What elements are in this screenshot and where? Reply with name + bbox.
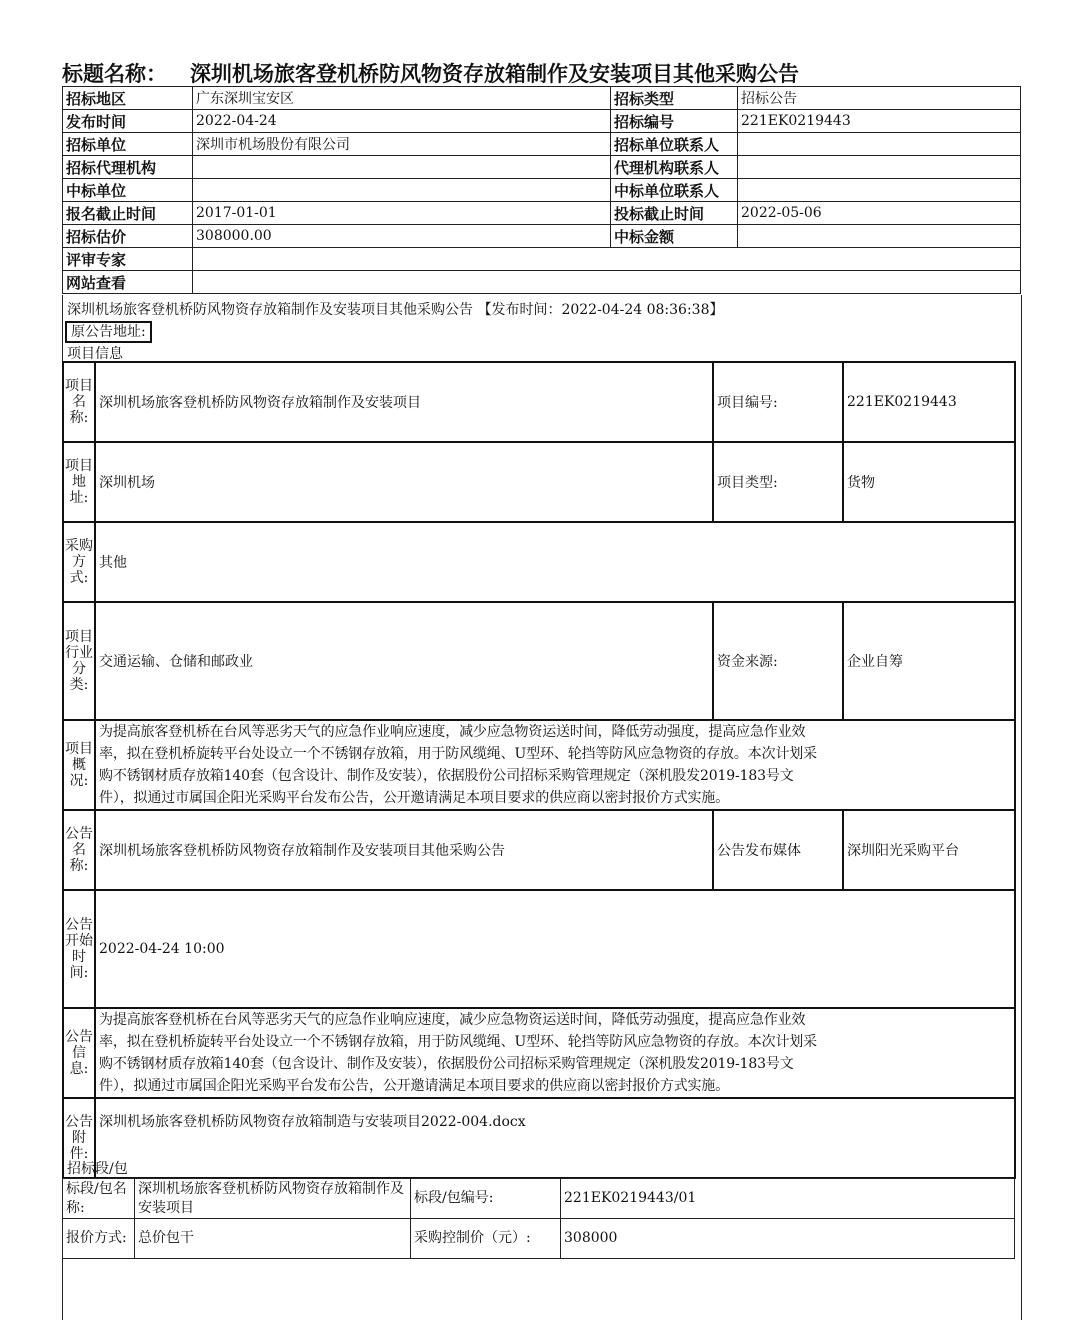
- summary-key: 中标金额: [611, 225, 738, 248]
- original-address-label: 原公告地址:: [65, 321, 152, 343]
- page-title: [62, 58, 799, 88]
- notice-header: 深圳机场旅客登机桥防风物资存放箱制作及安装项目其他采购公告 【发布时间：2022-04-24 08:36:38】: [67, 302, 724, 318]
- row-overview: [63, 720, 1015, 810]
- attachment-link[interactable]: 深圳机场旅客登机桥防风物资存放箱制造与安装项目2022-004.docx: [95, 1098, 1015, 1178]
- summary-key: 代理机构联系人: [611, 156, 738, 179]
- summary-value: 2017-01-01: [193, 202, 611, 225]
- project-info-table: [62, 361, 1016, 1179]
- fund-source-value: 企业自筹: [843, 602, 1015, 720]
- summary-row: [63, 225, 1021, 248]
- project-type-value: 货物: [843, 442, 1015, 522]
- price-limit-key: 采购控制价（元）:: [411, 1219, 561, 1259]
- summary-value: [193, 248, 1021, 271]
- summary-key: 中标单位: [63, 179, 193, 202]
- summary-value: 2022-05-06: [738, 202, 1021, 225]
- industry-value: 交通运输、仓储和邮政业: [95, 602, 713, 720]
- procurement-method-value: 其他: [95, 522, 1015, 602]
- summary-row: [63, 87, 1021, 110]
- row-package-quote: [63, 1219, 1015, 1259]
- package-name-value: 深圳机场旅客登机桥防风物资存放箱制作及安装项目: [135, 1179, 411, 1219]
- row-notice-start: [63, 890, 1015, 1008]
- summary-value: 2022-04-24: [193, 110, 611, 133]
- overview-line: 件），拟通过市属国企阳光采购平台发布公告，公开邀请满足本项目要求的供应商以密封报价方式实施。: [99, 790, 730, 806]
- summary-value: 招标公告: [738, 87, 1021, 110]
- summary-key: 发布时间: [63, 110, 193, 133]
- summary-row: [63, 133, 1021, 156]
- quote-method-key: 报价方式:: [63, 1219, 135, 1259]
- notice-info-key: 公告信息:: [63, 1008, 95, 1098]
- summary-row: [63, 110, 1021, 133]
- project-name-key: 项目名称:: [63, 362, 95, 442]
- summary-site-row: [63, 271, 1021, 294]
- notice-info-line: 件），拟通过市属国企阳光采购平台发布公告，公开邀请满足本项目要求的供应商以密封报价方式实施。: [99, 1078, 730, 1094]
- summary-value: [193, 179, 611, 202]
- summary-value: 深圳市机场股份有限公司: [193, 133, 611, 156]
- package-name-key: 标段/包名称:: [63, 1179, 135, 1219]
- row-project-name: [63, 362, 1015, 442]
- overview-line: 率，拟在登机桥旋转平台处设立一个不锈钢存放箱，用于防风缆绳、U型环、轮挡等防风应急物资的存放。本次计划采: [99, 746, 817, 762]
- row-project-address: [63, 442, 1015, 522]
- summary-row: [63, 179, 1021, 202]
- package-code-value: 221EK0219443/01: [561, 1179, 1015, 1219]
- notice-name-value: 深圳机场旅客登机桥防风物资存放箱制作及安装项目其他采购公告: [95, 810, 713, 890]
- notice-name-key: 公告名称:: [63, 810, 95, 890]
- summary-value: [738, 156, 1021, 179]
- package-table: [62, 1178, 1015, 1259]
- notice-info-line: 率，拟在登机桥旋转平台处设立一个不锈钢存放箱，用于防风缆绳、U型环、轮挡等防风应急物资的存放。本次计划采: [99, 1034, 817, 1050]
- project-name-value: 深圳机场旅客登机桥防风物资存放箱制作及安装项目: [95, 362, 713, 442]
- project-code-key: 项目编号:: [713, 362, 843, 442]
- summary-key: 招标地区: [63, 87, 193, 110]
- summary-key: 招标代理机构: [63, 156, 193, 179]
- summary-value: [738, 133, 1021, 156]
- summary-key: 招标估价: [63, 225, 193, 248]
- summary-value: 308000.00: [193, 225, 611, 248]
- summary-row: [63, 202, 1021, 225]
- row-notice-name: [63, 810, 1015, 890]
- notice-start-key: 公告开始时间:: [63, 890, 95, 1008]
- project-type-key: 项目类型:: [713, 442, 843, 522]
- notice-info-text: [95, 1008, 1015, 1098]
- notice-info-line: 为提高旅客登机桥在台风等恶劣天气的应急作业响应速度，减少应急物资运送时间，降低劳动强度，提高应急作业效: [99, 1012, 806, 1028]
- overview-line: 购不锈钢材质存放箱140套（包含设计、制作及安装），依据股份公司招标采购管理规定（深机股发2019-183号文: [99, 768, 794, 784]
- project-address-key: 项目地址:: [63, 442, 95, 522]
- summary-value: [193, 156, 611, 179]
- overview-line: 为提高旅客登机桥在台风等恶劣天气的应急作业响应速度，减少应急物资运送时间，降低劳动强度，提高应急作业效: [99, 724, 806, 740]
- row-procurement-method: [63, 522, 1015, 602]
- price-limit-value: 308000: [561, 1219, 1015, 1259]
- summary-value: 广东深圳宝安区: [193, 87, 611, 110]
- package-section-label: 招标段/包: [67, 1161, 128, 1177]
- package-code-key: 标段/包编号:: [411, 1179, 561, 1219]
- overview-text: [95, 720, 1015, 810]
- summary-value: 221EK0219443: [738, 110, 1021, 133]
- summary-key: 报名截止时间: [63, 202, 193, 225]
- media-value: 深圳阳光采购平台: [843, 810, 1015, 890]
- summary-value: [193, 271, 1021, 294]
- notice-start-value: 2022-04-24 10:00: [95, 890, 1015, 1008]
- fund-source-key: 资金来源:: [713, 602, 843, 720]
- summary-key: 招标类型: [611, 87, 738, 110]
- media-key: 公告发布媒体: [713, 810, 843, 890]
- title-label: 标题名称：: [62, 62, 167, 86]
- summary-row: [63, 156, 1021, 179]
- row-package-name: [63, 1179, 1015, 1219]
- row-notice-info: [63, 1008, 1015, 1098]
- summary-key: 评审专家: [63, 248, 193, 271]
- quote-method-value: 总价包干: [135, 1219, 411, 1259]
- summary-value: [738, 225, 1021, 248]
- summary-key: 中标单位联系人: [611, 179, 738, 202]
- project-address-value: 深圳机场: [95, 442, 713, 522]
- summary-key: 招标单位联系人: [611, 133, 738, 156]
- summary-table: [62, 86, 1021, 294]
- notice-info-line: 购不锈钢材质存放箱140套（包含设计、制作及安装），依据股份公司招标采购管理规定（深机股发2019-183号文: [99, 1056, 794, 1072]
- industry-key: 项目行业分类:: [63, 602, 95, 720]
- title-text: 深圳机场旅客登机桥防风物资存放箱制作及安装项目其他采购公告: [190, 62, 799, 86]
- project-info-label: 项目信息: [67, 346, 123, 362]
- overview-key: 项目概况:: [63, 720, 95, 810]
- summary-key: 招标单位: [63, 133, 193, 156]
- summary-key: 招标编号: [611, 110, 738, 133]
- row-industry: [63, 602, 1015, 720]
- attachment-key: 公告附件:: [63, 1098, 95, 1178]
- project-code-value: 221EK0219443: [843, 362, 1015, 442]
- row-attachment: [63, 1098, 1015, 1178]
- summary-key: 投标截止时间: [611, 202, 738, 225]
- summary-value: [738, 179, 1021, 202]
- procurement-method-key: 采购方式:: [63, 522, 95, 602]
- summary-expert-row: [63, 248, 1021, 271]
- summary-key: 网站查看: [63, 271, 193, 294]
